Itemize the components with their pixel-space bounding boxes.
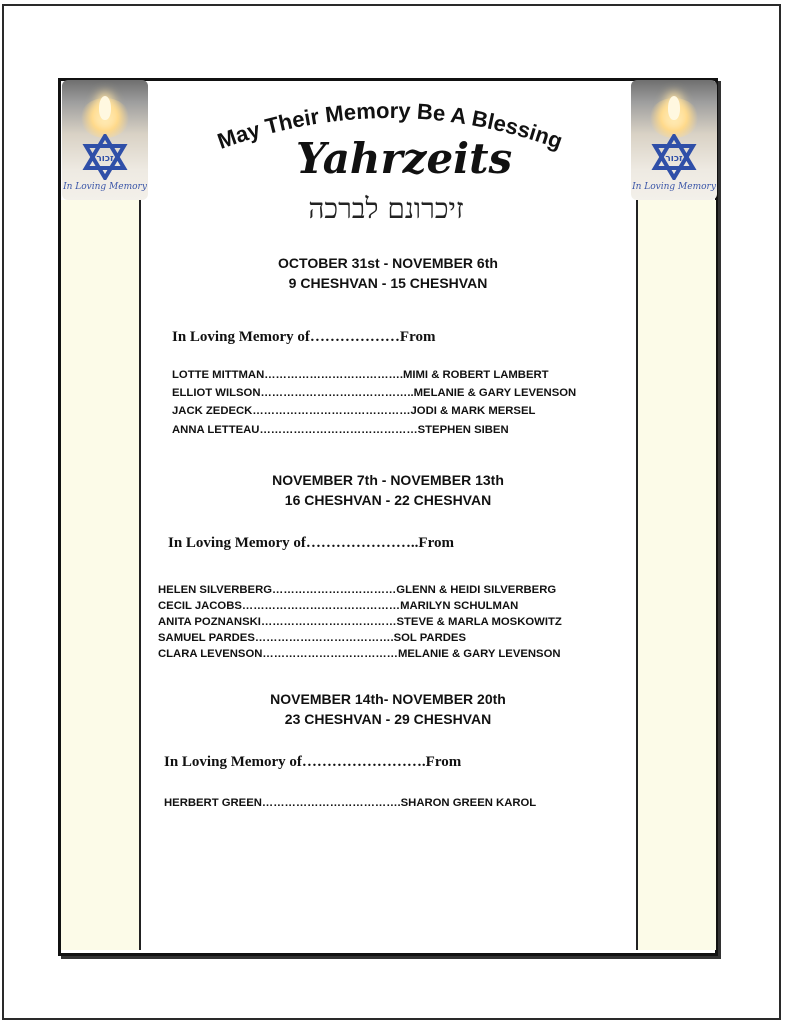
section-1-heading: In Loving Memory of………………From: [172, 329, 436, 345]
leader-dots: ………………………………: [260, 616, 397, 628]
list-item: [158, 598, 518, 614]
star-of-david-icon: [651, 134, 697, 180]
leader-dots: ……………………………………: [259, 424, 418, 436]
list-item: [158, 646, 561, 662]
section-2-dates: [140, 470, 636, 510]
deceased-name: JACK ZEDECK: [172, 405, 253, 417]
donor-name: MIMI & ROBERT LAMBERT: [402, 369, 549, 381]
gregorian-range: NOVEMBER 7th - NOVEMBER 13th: [272, 472, 504, 488]
deceased-name: CLARA LEVENSON: [158, 648, 263, 660]
section-1-dates: [140, 253, 636, 293]
deceased-name: HELEN SILVERBERG: [158, 584, 273, 596]
leader-dots: ……………………………: [272, 584, 397, 596]
donor-name: STEVE & MARLA MOSKOWITZ: [396, 616, 562, 628]
page-title: Yahrzeits: [296, 134, 513, 183]
star-of-david-icon: [82, 134, 128, 180]
donor-name: SHARON GREEN KAROL: [400, 797, 537, 809]
candle-script-text: In Loving Memory: [63, 182, 147, 192]
leader-dots: ………………………………: [262, 648, 398, 660]
right-candle-column: [636, 200, 716, 950]
star-text: זכור: [665, 154, 683, 164]
donor-name: JODI & MARK MERSEL: [410, 405, 536, 417]
donor-name: GLENN & HEIDI SILVERBERG: [396, 584, 557, 596]
list-item: [172, 403, 535, 419]
flame-icon: [668, 96, 680, 120]
list-item: [158, 614, 562, 630]
candle-script-text: In Loving Memory: [632, 182, 716, 192]
star-text: זכור: [96, 154, 114, 164]
deceased-name: HERBERT GREEN: [164, 797, 262, 809]
left-candle-column: [61, 200, 141, 950]
leader-dots: ……………………………….: [254, 632, 394, 644]
arc-title: May Their Memory Be A Blessing: [214, 97, 566, 154]
leader-dots: ……………………………………: [241, 600, 401, 612]
donor-name: MELANIE & GARY LEVENSON: [413, 387, 577, 399]
deceased-name: ANNA LETTEAU: [172, 424, 260, 436]
leader-dots: ……………………………….: [261, 797, 401, 809]
hebrew-range: 16 CHESHVAN - 22 CHESHVAN: [284, 492, 492, 508]
leader-dots: ……………………………………: [252, 405, 411, 417]
deceased-name: LOTTE MITTMAN: [172, 369, 265, 381]
gregorian-range: NOVEMBER 14th- NOVEMBER 20th: [270, 691, 506, 707]
list-item: [164, 795, 536, 811]
donor-name: STEPHEN SIBEN: [417, 424, 509, 436]
section-3-dates: [140, 689, 636, 729]
hebrew-range: 9 CHESHVAN - 15 CHESHVAN: [288, 275, 488, 291]
section-2-heading: In Loving Memory of…………………..From: [168, 535, 454, 551]
gregorian-range: OCTOBER 31st - NOVEMBER 6th: [278, 255, 498, 271]
hebrew-subtitle: זיכרונם לברכה: [308, 192, 464, 225]
right-memorial-candle: [631, 80, 717, 200]
list-item: [172, 422, 509, 438]
hebrew-range: 23 CHESHVAN - 29 CHESHVAN: [284, 711, 492, 727]
leader-dots: ……………………………….: [264, 369, 403, 381]
donor-name: SOL PARDES: [393, 632, 466, 644]
deceased-name: SAMUEL PARDES: [158, 632, 255, 644]
section-3-heading: In Loving Memory of…………………….From: [164, 754, 462, 770]
list-item: [172, 385, 576, 401]
donor-name: MELANIE & GARY LEVENSON: [397, 648, 561, 660]
leader-dots: …………………………………..: [260, 387, 414, 399]
deceased-name: ELLIOT WILSON: [172, 387, 261, 399]
list-item: [172, 367, 549, 383]
donor-name: MARILYN SCHULMAN: [400, 600, 519, 612]
flame-icon: [99, 96, 111, 120]
left-memorial-candle: [62, 80, 148, 200]
deceased-name: ANITA POZNANSKI: [158, 616, 261, 628]
deceased-name: CECIL JACOBS: [158, 600, 242, 612]
list-item: [158, 630, 466, 646]
list-item: [158, 582, 556, 598]
